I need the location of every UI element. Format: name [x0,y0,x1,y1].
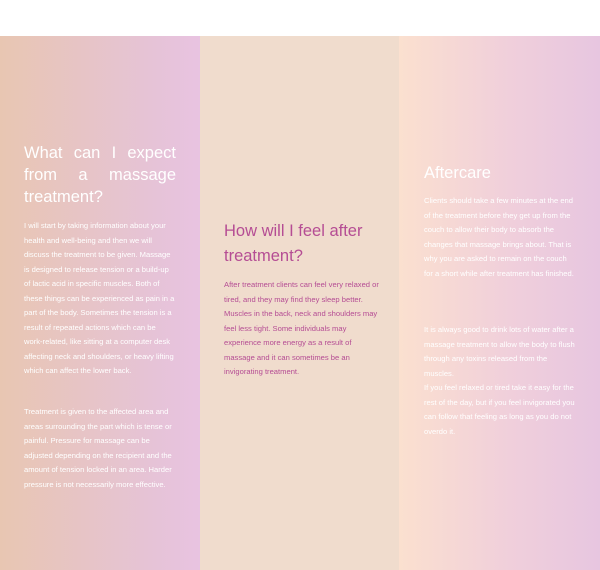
panel-paragraph: After treatment clients can feel very relaxed or tired, and they may find they sleep better. Muscles in the back, neck and shoulders may feel less tight. Some individuals may experience more energy as a result of massage and it can sometimes be an invigorating treatment. [224,280,379,376]
panel-paragraph: I will start by taking information about your health and well-being and then we will discuss the treatment to be given. Massage is designed to release tension or a build-up of lactic acid in specific muscles. Both of these things can be experienced as pain in a part of the body. Sometimes the tension is a result of repeated actions which can be work-related, like sitting at a computer desk affecting neck and shoulders, or heavy lifting which can affect the lower back. [24,221,175,375]
top-white-band [0,0,600,36]
panel-heading: Aftercare [424,164,491,182]
panel-paragraph: It is always good to drink lots of water after a massage treatment to allow the body to flush through any toxins released from the muscles. [424,325,575,378]
panel-paragraph: If you feel relaxed or tired take it easy for the rest of the day, but if you feel invigorated you can follow that feeling as long as you do not overdo it. [424,383,575,436]
panel-paragraph: Clients should take a few minutes at the end of the treatment before they get up from the couch to allow their body to absorb the changes that massage brings about. That is why you are asked to remain on the couch for a short while after treatment has finished. [424,196,574,278]
panel-heading: How will I feel after treatment? [224,222,363,265]
panel-after-treatment-feelings [200,36,399,570]
panel-aftercare [399,36,600,570]
panel-massage-expectations [0,36,200,570]
panel-paragraph: Treatment is given to the affected area and areas surrounding the part which is tense or painful. Pressure for massage can be adjusted depending on the recipient and the amount of tension locked in an area. Harder pressure is not necessarily more effective. [24,407,172,489]
panel-heading: What can I expect from a massage treatment? [24,144,176,206]
